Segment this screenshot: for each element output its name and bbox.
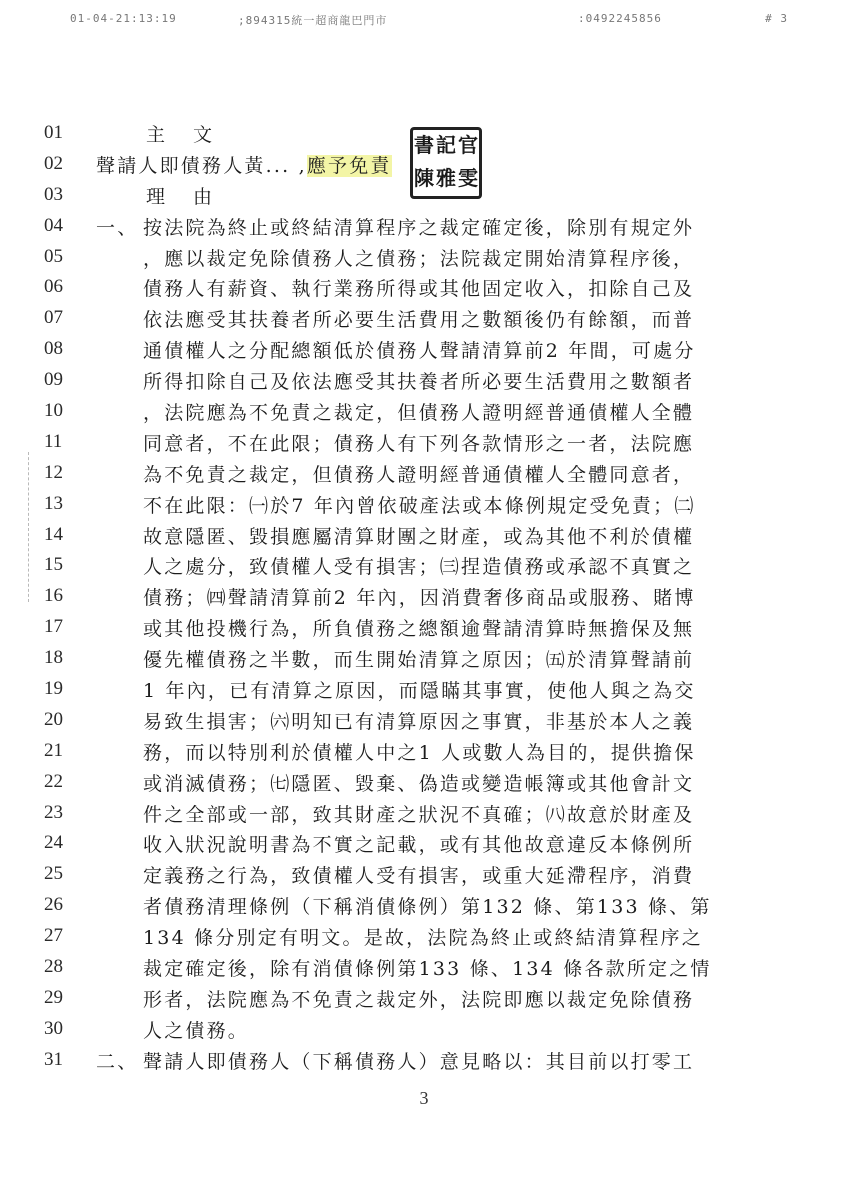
body-text: 裁定確定後，除有消債條例第133 條、134 條各款所定之情: [143, 958, 712, 981]
numbered-line: [0, 643, 848, 674]
line-number: 03: [44, 183, 63, 205]
line-number: 08: [44, 338, 63, 360]
body-text: 債務；㈣聲請清算前2 年內，因消費奢侈商品或服務、賭博: [143, 587, 696, 610]
body-text: 形者，法院應為不免責之裁定外，法院即應以裁定免除債務: [143, 988, 695, 1011]
numbered-line: [0, 767, 848, 798]
numbered-line: [0, 859, 848, 890]
line-number: 01: [44, 122, 63, 143]
numbered-line: [0, 736, 848, 767]
numbered-line: [0, 983, 848, 1014]
body-text: 人之債務。: [143, 1019, 250, 1042]
numbered-line: [0, 272, 848, 303]
line-number: 15: [44, 554, 63, 576]
numbered-line: [0, 581, 848, 612]
body-text: ，應以裁定免除債務人之債務；法院裁定開始清算程序後，: [143, 247, 695, 270]
body-text: 人之處分，致債權人受有損害；㈢捏造債務或承認不真實之: [143, 556, 695, 579]
fax-number: :0492245856: [578, 12, 662, 25]
numbered-line: [0, 674, 848, 705]
body-text: 聲請人即債務人（下稱債務人）意見略以：其目前以打零工: [143, 1050, 695, 1073]
numbered-line: [0, 798, 848, 829]
line-number: 16: [44, 585, 63, 607]
section-heading: 理由: [146, 185, 241, 208]
body-text: 依法應受其扶養者所必要生活費用之數額後仍有餘額，而普: [143, 309, 695, 332]
page-number: 3: [419, 1088, 429, 1108]
numbered-line: [0, 890, 848, 921]
numbered-line: [0, 427, 848, 458]
line-number: 28: [44, 956, 63, 978]
line-number: 17: [44, 616, 63, 638]
numbered-line: [0, 396, 848, 427]
line-number: 22: [44, 770, 63, 792]
body-text: 件之全部或一部，致其財產之狀況不真確；㈧故意於財產及: [143, 803, 695, 826]
seal-char: 書: [414, 133, 434, 157]
line-number: 21: [44, 739, 63, 761]
numbered-line: [0, 180, 848, 211]
line-number: 12: [44, 461, 63, 483]
body-text: 收入狀況說明書為不實之記載，或有其他故意違反本條例所: [143, 834, 695, 857]
ruling-party: 聲請人即債務人黃: [96, 154, 266, 177]
numbered-line: [0, 118, 848, 149]
body-text: 同意者，不在此限；債務人有下列各款情形之一者，法院應: [143, 432, 695, 455]
body-text: 為不免責之裁定，但債務人證明經普通債權人全體同意者，: [143, 463, 695, 486]
body-text: 定義務之行為，致債權人受有損害，或重大延滯程序，消費: [143, 865, 695, 888]
seal-char: 記: [436, 133, 456, 157]
line-number: 06: [44, 276, 63, 298]
line-number: 11: [44, 430, 63, 452]
highlighted-ruling: 應予免責: [306, 154, 392, 177]
numbered-line: [0, 550, 848, 581]
fax-sender: ;894315統一超商龍巴門市: [238, 14, 388, 27]
body-text: 所得扣除自己及依法應受其扶養者所必要生活費用之數額者: [143, 371, 695, 394]
body-text: 按法院為終止或終結清算程序之裁定確定後，除別有規定外: [143, 216, 695, 239]
line-number: 13: [44, 492, 63, 514]
document-body: [0, 118, 848, 1076]
numbered-line: [0, 921, 848, 952]
line-number: 31: [44, 1048, 63, 1070]
line-number: 30: [44, 1017, 63, 1039]
line-number: 02: [44, 152, 63, 174]
body-text: 1 年內，已有清算之原因，而隱瞞其事實，使他人與之為交: [143, 680, 696, 703]
numbered-line: [0, 303, 848, 334]
numbered-line: [0, 952, 848, 983]
body-text: 通債權人之分配總額低於債務人聲請清算前2 年間，可處分: [143, 340, 696, 363]
fax-page-indicator: # 3: [765, 12, 788, 25]
numbered-line: [0, 520, 848, 551]
line-number: 24: [44, 832, 63, 854]
numbered-line: [0, 242, 848, 273]
numbered-line: [0, 828, 848, 859]
ruling-text: [96, 151, 392, 178]
fax-timestamp: 01-04-21:13:19: [70, 12, 177, 25]
body-text: ，法院應為不免責之裁定，但債務人證明經普通債權人全體: [143, 402, 695, 425]
body-text: 易致生損害；㈥明知已有清算原因之事實，非基於本人之義: [143, 710, 695, 733]
line-number: 09: [44, 369, 63, 391]
numbered-line: [0, 1014, 848, 1045]
body-text: 優先權債務之半數，而生開始清算之原因；㈤於清算聲請前: [143, 649, 695, 672]
line-number: 25: [44, 863, 63, 885]
body-text: 不在此限：㈠於7 年內曾依破產法或本條例規定受免責；㈡: [143, 494, 696, 517]
seal-char: 陳: [414, 166, 434, 190]
line-number: 05: [44, 245, 63, 267]
body-text: 或消滅債務；㈦隱匿、毀棄、偽造或變造帳簿或其他會計文: [143, 772, 695, 795]
numbered-line: [0, 365, 848, 396]
seal-char: 雯: [458, 166, 478, 190]
line-number: 26: [44, 894, 63, 916]
seal-char: 官: [458, 133, 478, 157]
body-text: 務，而以特別利於債權人中之1 人或數人為目的，提供擔保: [143, 741, 696, 764]
section-heading: 主文: [146, 124, 241, 146]
body-text: 者債務清理條例（下稱消債條例）第132 條、第133 條、第: [143, 896, 712, 919]
numbered-line: [0, 489, 848, 520]
numbered-line: [0, 705, 848, 736]
body-text: 債務人有薪資、執行業務所得或其他固定收入，扣除自己及: [143, 278, 695, 301]
redacted-name: ... ,: [265, 154, 307, 177]
item-marker: 一、: [96, 216, 139, 239]
line-number: 04: [44, 214, 63, 236]
body-text: 134 條分別定有明文。是故，法院為終止或終結清算程序之: [143, 927, 703, 950]
numbered-line: [0, 149, 848, 180]
line-number: 19: [44, 678, 63, 700]
line-number: 18: [44, 647, 63, 669]
seal-char: 雅: [436, 166, 456, 190]
body-text: 故意隱匿、毀損應屬清算財團之財產，或為其他不利於債權: [143, 525, 695, 548]
line-number: 29: [44, 986, 63, 1008]
line-number: 10: [44, 400, 63, 422]
line-number: 14: [44, 523, 63, 545]
item-marker: 二、: [96, 1050, 139, 1073]
line-number: 20: [44, 708, 63, 730]
line-number: 07: [44, 307, 63, 329]
numbered-line: [0, 458, 848, 489]
numbered-line: [0, 211, 848, 242]
numbered-line: [0, 1045, 848, 1076]
numbered-line: [0, 334, 848, 365]
line-number: 27: [44, 925, 63, 947]
numbered-line: [0, 612, 848, 643]
line-number: 23: [44, 801, 63, 823]
body-text: 或其他投機行為，所負債務之總額逾聲請清算時無擔保及無: [143, 618, 695, 641]
fax-header: [70, 12, 788, 30]
